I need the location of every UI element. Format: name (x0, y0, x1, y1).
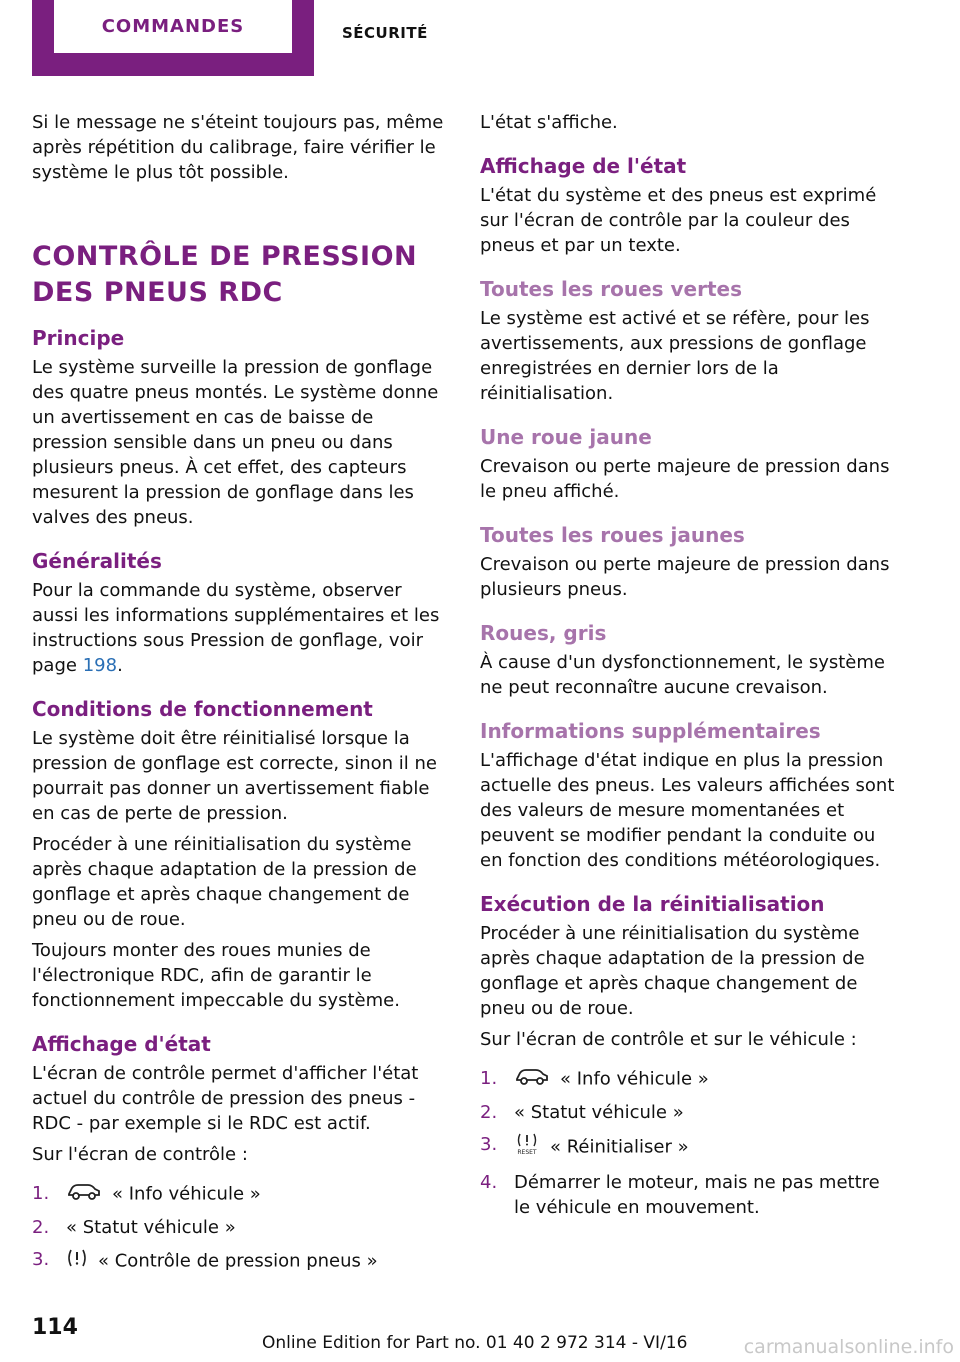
heading-roues-vertes: Toutes les roues vertes (480, 277, 743, 301)
heading-roue-jaune: Une roue jaune (480, 425, 652, 449)
principe-text: Le système surveille la pression de gonflage des quatre pneus montés. Le système donne un avertissement en cas de baisse de pression sensible dans un pneu ou dans plusieurs pneus. À cet effet, des capteurs mesurent la pression de gonflage dans les valves des pneus. (32, 357, 439, 528)
car-icon (66, 1181, 102, 1208)
execution-p2: Sur l'écran de contrôle et sur le véhicule : (480, 1029, 857, 1050)
page-number: 114 (32, 1315, 78, 1340)
right-intro: L'état s'affiche. (480, 112, 618, 133)
tab-commandes-label: COMMANDES (54, 0, 292, 53)
svg-text:RESET: RESET (517, 1149, 537, 1156)
step-text: « Contrôle de pression pneus » (98, 1250, 378, 1272)
tab-commandes[interactable] (32, 0, 314, 76)
header-tabs (0, 0, 960, 80)
affichage-text: L'état du système et des pneus est exprimé sur l'écran de contrôle par la couleur des pneus et par un texte. (480, 185, 877, 256)
tire-pressure-icon (66, 1247, 88, 1276)
step-number: 4. (480, 1172, 498, 1193)
conditions-p1: Le système doit être réinitialisé lorsque la pression de gonflage est correcte, sinon il ne pourrait pas donner un avertissement fiable en cas de perte de pression. (32, 728, 437, 824)
heading-execution-reinitialisation: Exécution de la réinitialisation (480, 892, 825, 916)
step-number: 2. (480, 1102, 498, 1123)
right-steps-list (480, 1066, 900, 1220)
page-link[interactable]: 198 (82, 655, 118, 676)
heading-roues-jaunes: Toutes les roues jaunes (480, 523, 745, 547)
reset-icon (514, 1132, 540, 1163)
generalites-text: Pour la commande du système, observer aussi les informations supplémentaires et les instructions sous Pression de gonflage, voir page (32, 580, 440, 676)
jaunes-text: Crevaison ou perte majeure de pression dans plusieurs pneus. (480, 554, 890, 600)
infos-text: L'affichage d'état indique en plus la pression actuelle des pneus. Les valeurs affichées sont des valeurs de mesure momentanées et peuvent se modifier pendant la conduite ou en fonction des conditions météorologiques. (480, 750, 895, 871)
tab-securite[interactable]: SÉCURITÉ (342, 24, 428, 42)
step-text: « Info véhicule » (112, 1183, 261, 1205)
heading-roues-gris: Roues, gris (480, 621, 607, 645)
list-item (32, 1247, 450, 1276)
step-number: 3. (480, 1134, 498, 1155)
step-text: « Info véhicule » (560, 1068, 709, 1090)
vertes-text: Le système est activé et se réfère, pour les avertissements, aux pressions de gonflage enregistrées en dernier lors de la réinitialisation. (480, 308, 870, 404)
step-number: 1. (480, 1068, 498, 1089)
heading-generalites: Généralités (32, 549, 162, 573)
left-steps-list (32, 1181, 450, 1276)
step-number: 2. (32, 1217, 50, 1238)
right-column (480, 110, 900, 1227)
affichage-p2: Sur l'écran de contrôle : (32, 1144, 248, 1165)
execution-p1: Procéder à une réinitialisation du système après chaque adaptation de la pression de gonflage et après chaque changement de pneu ou de roue. (480, 923, 865, 1019)
affichage-p1: L'écran de contrôle permet d'afficher l'état actuel du contrôle de pression des pneus - RDC - par exemple si le RDC est actif. (32, 1063, 419, 1134)
car-icon (514, 1066, 550, 1093)
intro-paragraph: Si le message ne s'éteint toujours pas, même après répétition du calibrage, faire vérifier le système le plus tôt possible. (32, 112, 444, 183)
list-item (32, 1215, 450, 1240)
list-item (480, 1132, 900, 1163)
conditions-p3: Toujours monter des roues munies de l'électronique RDC, afin de garantir le fonctionnement impeccable du système. (32, 940, 400, 1011)
jaune-text: Crevaison ou perte majeure de pression dans le pneu affiché. (480, 456, 890, 502)
watermark: carmanualsonline.info (743, 1336, 954, 1358)
list-item (480, 1066, 900, 1093)
step-number: 1. (32, 1183, 50, 1204)
heading-affichage-etat: Affichage d'état (32, 1032, 211, 1056)
heading-affichage-de-l-etat: Affichage de l'état (480, 154, 687, 178)
left-column (32, 110, 450, 1283)
list-item (480, 1170, 900, 1220)
generalites-paragraph (32, 578, 450, 678)
section-title: CONTRÔLE DE PRESSION DES PNEUS RDC (32, 241, 418, 308)
step-text: « Réinitialiser » (550, 1136, 689, 1158)
conditions-p2: Procéder à une réinitialisation du système après chaque adaptation de la pression de gonflage et après chaque changement de pneu ou de roue. (32, 834, 417, 930)
generalites-end: . (117, 655, 123, 676)
step-number: 3. (32, 1249, 50, 1270)
heading-conditions: Conditions de fonctionnement (32, 697, 373, 721)
heading-infos-supplementaires: Informations supplémentaires (480, 719, 821, 743)
step-text: « Statut véhicule » (66, 1217, 236, 1238)
edition-info: Online Edition for Part no. 01 40 2 972 314 - VI/16 (262, 1333, 688, 1353)
step-text: « Statut véhicule » (514, 1102, 684, 1123)
list-item (480, 1100, 900, 1125)
heading-principe: Principe (32, 326, 125, 350)
step-text: Démarrer le moteur, mais ne pas mettre le véhicule en mouvement. (514, 1172, 880, 1218)
gris-text: À cause d'un dysfonctionnement, le système ne peut reconnaître aucune crevaison. (480, 652, 885, 698)
list-item (32, 1181, 450, 1208)
